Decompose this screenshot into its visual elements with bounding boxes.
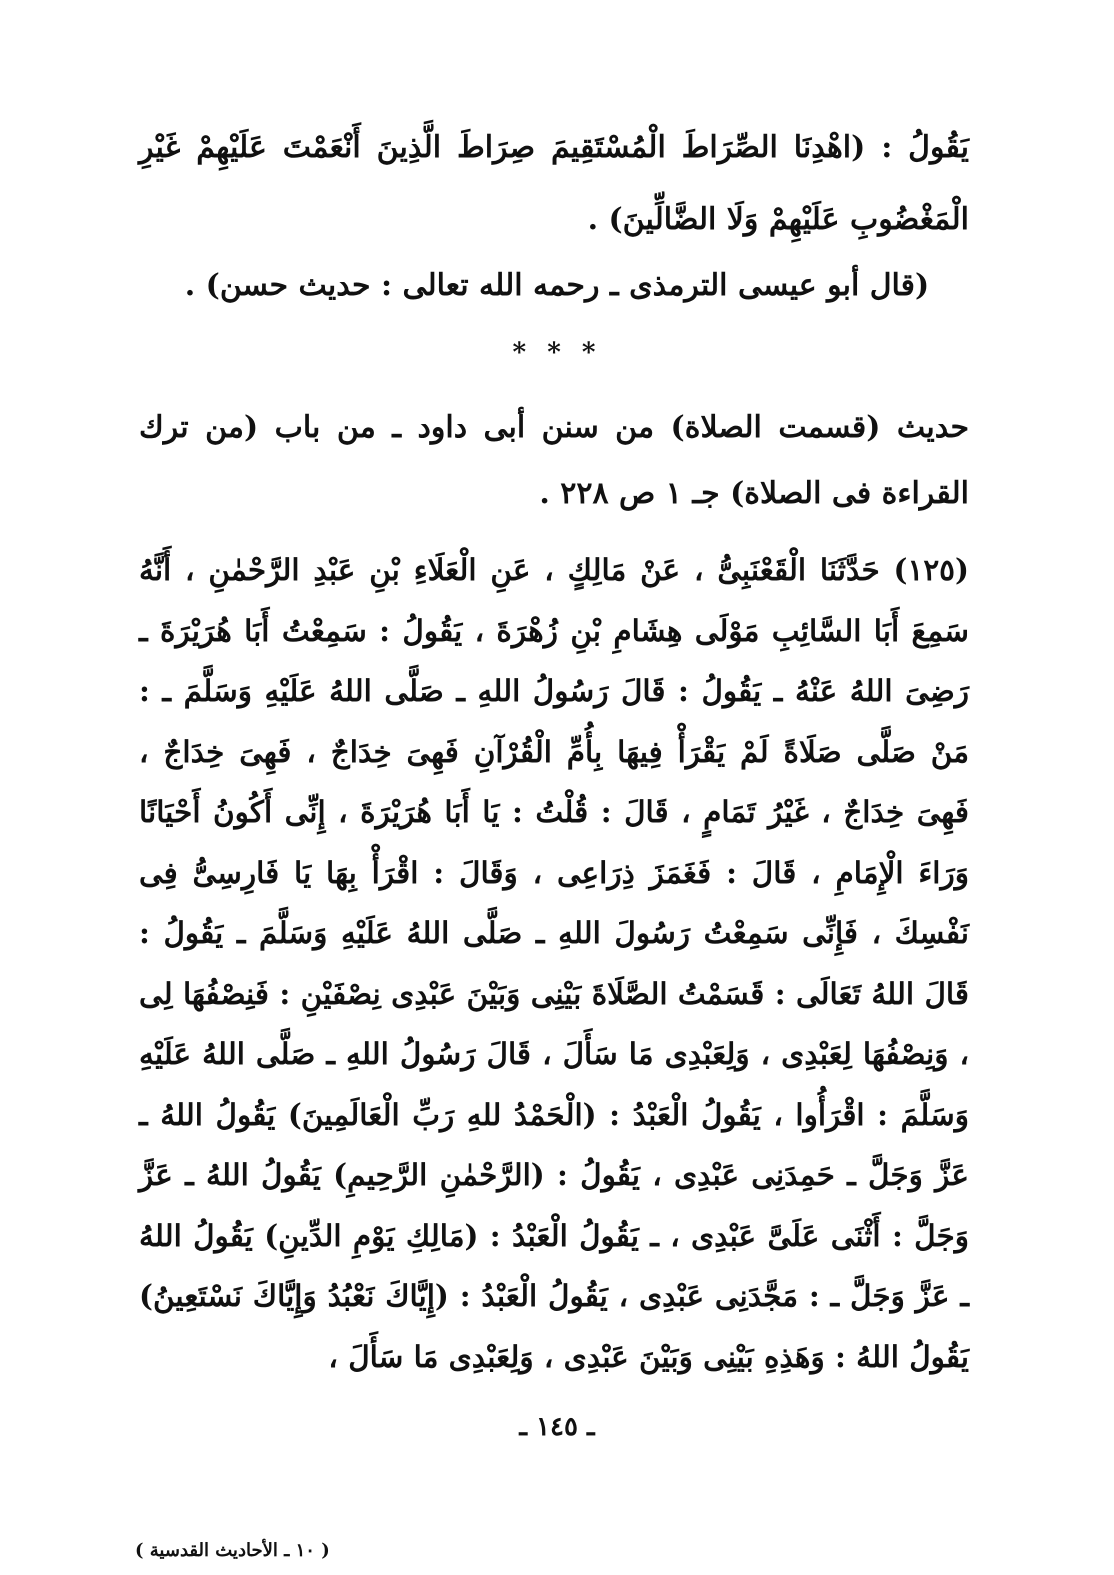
footer-note: ( ١٠ ـ الأحاديث القدسية ) bbox=[135, 1540, 330, 1561]
hadith-text: (١٢٥) حَدَّثَنَا الْقَعْنَبِىُّ ، عَنْ مَالِكٍ ، عَنِ الْعَلَاءِ بْنِ عَبْدِ الرَّحْمٰنِ ، أَنَّهُ سَمِعَ أَبَا السَّائِبِ مَوْلَى هِشَامِ بْنِ زُهْرَةَ ، يَقُولُ : سَمِعْتُ أَبَا هُرَيْرَةَ ـ رَضِىَ اللهُ عَنْهُ ـ يَقُولُ : قَالَ رَسُولُ اللهِ ـ صَلَّى اللهُ عَلَيْهِ وَسَلَّمَ ـ : مَنْ صَلَّى صَلَاةً لَمْ يَقْرَأْ فِيهَا بِأُمِّ الْقُرْآنِ فَهِىَ خِدَاجٌ ، فَهِىَ خِدَاجٌ ، فَهِىَ خِدَاجٌ ، غَيْرُ تَمَامٍ ، قَالَ : قُلْتُ : يَا أَبَا هُرَيْرَةَ ، إِنِّى أَكُونُ أَحْيَانًا وَرَاءَ الْإِمَامِ ، قَالَ : فَغَمَزَ ذِرَاعِى ، وَقَالَ : اقْرَأْ بِهَا يَا فَارِسِىُّ فِى نَفْسِكَ ، فَإِنِّى سَمِعْتُ رَسُولَ اللهِ ـ صَلَّى اللهُ عَلَيْهِ وَسَلَّمَ ـ يَقُولُ : قَالَ اللهُ تَعَالَى : قَسَمْتُ الصَّلَاةَ بَيْنِى وَبَيْنَ عَبْدِى نِصْفَيْنِ : فَنِصْفُهَا لِى ، وَنِصْفُهَا لِعَبْدِى ، وَلِعَبْدِى مَا سَأَلَ ، قَالَ رَسُولُ اللهِ ـ صَلَّى اللهُ عَلَيْهِ وَسَلَّمَ : اقْرَأُوا ، يَقُولُ الْعَبْدُ : (الْحَمْدُ للهِ رَبِّ الْعَالَمِينَ) يَقُولُ اللهُ ـ عَزَّ وَجَلَّ ـ حَمِدَنِى عَبْدِى ، يَقُولُ : (الرَّحْمٰنِ الرَّحِيمِ) يَقُولُ اللهُ ـ عَزَّ وَجَلَّ : أَثْنَى عَلَىَّ عَبْدِى ، ـ يَقُولُ الْعَبْدُ : (مَالِكِ يَوْمِ الدِّينِ) يَقُولُ اللهُ ـ عَزَّ وَجَلَّ ـ : مَجَّدَنِى عَبْدِى ، يَقُولُ الْعَبْدُ : (إِيَّاكَ نَعْبُدُ وَإِيَّاكَ نَسْتَعِينُ) يَقُولُ اللهُ : وَهَذِهِ بَيْنِى وَبَيْنَ عَبْدِى ، وَلِعَبْدِى مَا سَأَلَ ، bbox=[139, 552, 969, 1374]
attribution-line: (قال أبو عيسى الترمذى ـ رحمه الله تعالى : حديث حسن) . bbox=[184, 268, 930, 303]
hadith-heading: حديث (قسمت الصلاة) من سنن أبى داود ـ من باب (من ترك القراءة فى الصلاة) جـ ١ ص ٢٢٨ . bbox=[139, 410, 969, 511]
section-separator: * * * bbox=[512, 338, 602, 368]
quran-verse-paragraph: يَقُولُ : (اهْدِنَا الصِّرَاطَ الْمُسْتَقِيمَ صِرَاطَ الَّذِينَ أَنْعَمْتَ عَلَيْهِمْ غَيْرِ الْمَغْضُوبِ عَلَيْهِمْ وَلَا الضَّالِّينَ) . bbox=[139, 130, 969, 237]
page-number: ـ ١٤٥ ـ bbox=[519, 1412, 595, 1442]
